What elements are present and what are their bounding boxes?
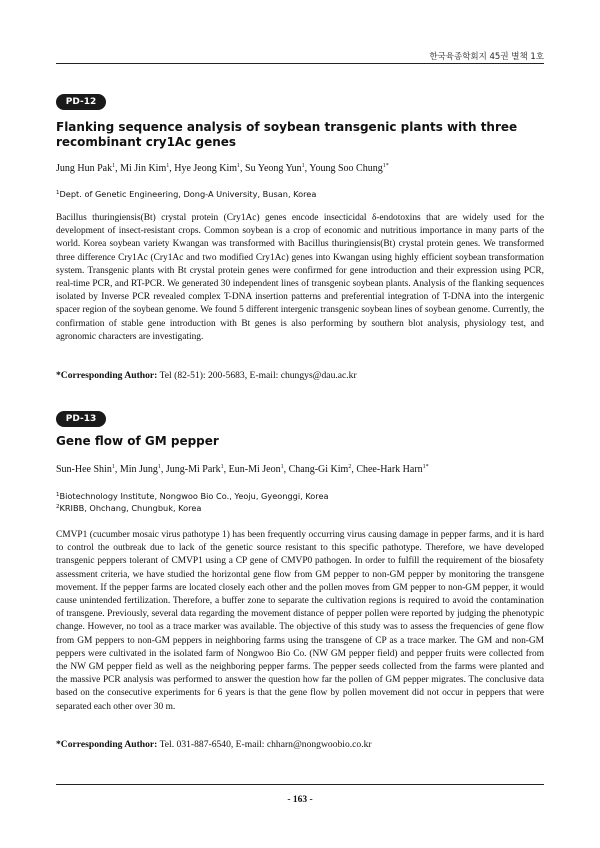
abstract-body: Bacillus thuringiensis(Bt) crystal protein (Cry1Ac) genes encode insecticidal δ-endotoxins that are widely used for the development of insect-resistant crops. Common soybean is a crop of economic and nutritious importance in many parts of the world. Korea soybean variety Kwangan was transformed with Bacillus thuringiensis(Bt) crystal protein genes. We transformed three difference Cry1Ac (Cry1Ac and two modified Cry1Ac) genes into Kwangan using highly efficient soybean transformation system. Transgenic plants with Bt crystal protein genes were confirmed for gene introduction and their expression using PCR, real-time PCR, and RT-PCR. We generated 30 independent lines of transgenic soybean plants. Analysis of the flanking sequences isolated by Inverse PCR revealed complex T-DNA insertion patterns and preferential integration of T-DNA into the intergenic spacer region of the soybean genome. We found 5 different intergenic transgenic soybean lines of soybean genome. Currently, the confirmation of stable gene introduction with Bt genes is also performing by southern blot analysis, physiology test, and agronomic characters are investigating. — [56, 213, 544, 342]
affiliation-text: KRIBB, Ohchang, Chungbuk, Korea — [59, 503, 202, 513]
corresponding-contact: Tel. 031-887-6540, E-mail: chharn@nongwoobio.co.kr — [159, 739, 372, 750]
page-number: - 163 - — [287, 795, 313, 805]
abstract-badge: PD-12 — [56, 94, 106, 110]
author-affil-mark: 1 — [220, 464, 224, 470]
author-affil-mark: 1 — [166, 163, 170, 169]
affiliation-mark: 1 — [56, 190, 60, 196]
author-name: Young Soo Chung — [309, 163, 383, 174]
author-affil-mark: 1 — [301, 163, 305, 169]
author-affil-mark: 1 — [237, 163, 241, 169]
affiliation-mark: 2 — [56, 504, 60, 510]
corresponding-contact: Tel (82-51): 200-5683, E-mail: chungys@dau.ac.kr — [159, 370, 357, 381]
corresponding-author — [56, 369, 544, 382]
author-name: Jung Hun Pak — [56, 163, 113, 174]
author-name: Hye Jeong Kim — [174, 163, 238, 174]
footer-rule — [56, 784, 544, 785]
author-name: Su Yeong Yun — [245, 163, 302, 174]
affiliation-mark: 1 — [56, 492, 60, 498]
affiliation-text: Dept. of Genetic Engineering, Dong-A University, Busan, Korea — [59, 189, 317, 199]
affiliation — [56, 502, 550, 514]
affiliation — [56, 188, 550, 200]
author-list: Sun-Hee Shin$^1$, Min Jung$^1$, Jung-Mi Park$^1$, Eun-Mi Jeon$^1$, Chang-Gi Kim$^2$, Chee-Hark Harn$^{1*}$ — [56, 464, 429, 475]
abstract-title: Flanking sequence analysis of soybean transgenic plants with three recombinant cry1Ac genes — [56, 120, 518, 149]
affiliation — [56, 490, 550, 502]
abstract-badge: PD-13 — [56, 411, 106, 427]
header-rule — [56, 63, 544, 64]
author-affil-mark: 1* — [422, 464, 429, 470]
author-list: Jung Hun Pak$^1$, Mi Jin Kim$^1$, Hye Jeong Kim$^1$, Su Yeong Yun$^1$, Young Soo Chung$^{1*}$ — [56, 163, 389, 174]
abstract-body: CMVP1 (cucumber mosaic virus pathotype 1) has been frequently occurring virus causing damage in pepper farms, and it is hard to control the outbreak due to lack of the genetic source resistant to this specific pathotype. Therefore, we have developed transgenic peppers tolerant of CMVP1 using a CP gene of CMVP0 pathogen. In order to fulfill the requirement of the biosafety assessment criteria, we have studied the horizontal gene flow from GM pepper to non-GM pepper by monitoring the transgene movement. If the pepper farms are located closely each other and the pollen moves from GM pepper to non-GM pepper, it would cause unintended fertilization. Therefore, a buffer zone to separate the cultivation regions is required to avoid the contamination of transgene. Previously, several data regarding the movement distance of pepper pollen were reported by judging the phenotypic change. However, no tool as a trace marker was available. The objective of this study was to assess the frequencies of gene flow from GM peppers to non-GM peppers in neighboring farms using the transgene of CP as a trace marker. The GM and non-GM peppers were cultivated in the isolated farm of Nongwoo Bio Co. (NW GM pepper field) and pepper fruits were collected from the NW GM pepper field as well as the neighboring pepper farms. The pepper seeds collected from the farms were planted and the massive PCR analysis was performed to answer the question how far the pollen of GM pepper migrates. The conclusive data based on the consecutive experiments for 6 years is that the gene flow by pollen movement did not occur in peppers that were separated each other over 30 m. — [56, 530, 544, 712]
corresponding-label: *Corresponding Author: — [56, 370, 158, 381]
author-affil-mark: 1* — [382, 163, 389, 169]
affiliation-text: Biotechnology Institute, Nongwoo Bio Co., Yeoju, Gyeonggi, Korea — [59, 491, 329, 501]
author-affil-mark: 1 — [280, 464, 284, 470]
author-affil-mark: 1 — [157, 464, 161, 470]
author-name: Chee-Hark Harn — [356, 464, 423, 475]
author-affil-mark: 2 — [348, 464, 352, 470]
author-name: Min Jung — [119, 464, 158, 475]
author-affil-mark: 1 — [112, 163, 116, 169]
author-name: Eun-Mi Jeon — [228, 464, 281, 475]
corresponding-label: *Corresponding Author: — [56, 739, 158, 750]
author-name: Chang-Gi Kim — [288, 464, 349, 475]
author-name: Sun-Hee Shin — [56, 464, 112, 475]
author-affil-mark: 1 — [111, 464, 115, 470]
running-header: 한국육종학회지 45권 별책 1호 — [429, 52, 544, 62]
author-name: Jung-Mi Park — [165, 464, 221, 475]
corresponding-author — [56, 738, 544, 751]
author-name: Mi Jin Kim — [120, 163, 167, 174]
abstract-title: Gene flow of GM pepper — [56, 434, 219, 448]
